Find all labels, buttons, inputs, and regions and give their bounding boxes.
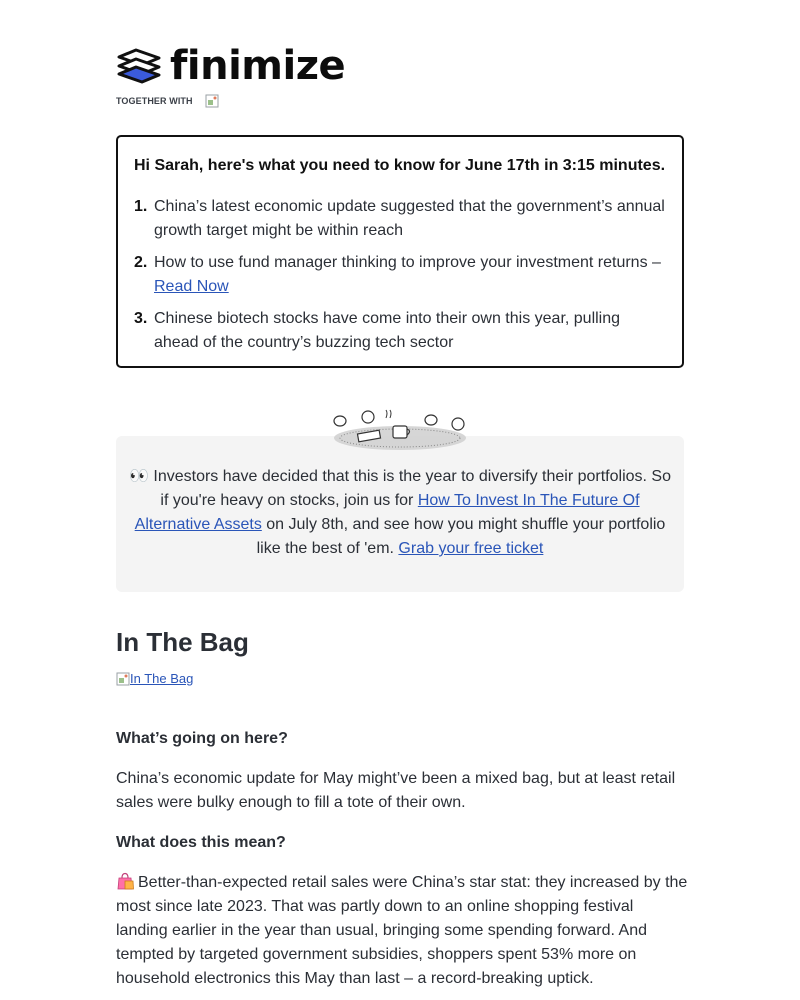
item-number: 3.	[134, 310, 148, 327]
event-link[interactable]: How To Invest In The Future Of Alternative Assets	[134, 492, 640, 533]
summary-item	[134, 307, 666, 355]
broken-image-icon	[116, 672, 130, 686]
section-image-alt-link[interactable]: In The Bag	[130, 671, 194, 686]
summary-list	[134, 195, 666, 363]
brand-header[interactable]	[116, 43, 346, 89]
greeting-heading	[134, 157, 665, 175]
event-promo-box	[116, 436, 684, 592]
chat-coffee-illustration-icon	[330, 408, 470, 454]
section-image[interactable]	[116, 671, 193, 686]
article-paragraph: China’s economic update for May might’ve been a mixed bag, but at least retail sales were bulky enough to fill a tote of their own.	[116, 770, 676, 811]
sponsor-image-icon[interactable]	[205, 94, 219, 108]
item-text	[154, 251, 666, 299]
promo-text-part-2: on July 8th, and see how you might shuffle your portfolio like the best of 'em.	[256, 516, 666, 557]
greeting-mid: in	[539, 157, 563, 174]
item-number: 2.	[134, 254, 148, 271]
read-now-link[interactable]: Read Now	[154, 278, 229, 295]
summary-item	[134, 195, 666, 243]
summary-box	[116, 135, 684, 368]
item-text: Chinese biotech stocks have come into their own this year, pulling ahead of the country’s buzzing tech sector	[154, 310, 621, 351]
shopping-bags-icon	[116, 872, 134, 890]
section-title: In The Bag	[116, 627, 249, 657]
promo-text-part-1: Investors have decided that this is the year to diversify their portfolios. So if you're heavy on stocks, join us for	[148, 468, 671, 509]
together-with-label: TOGETHER WITH	[116, 96, 193, 106]
question-heading: What does this mean?	[116, 834, 286, 851]
greeting-date: June 17th	[464, 157, 540, 174]
brand-wordmark: finimize	[170, 43, 346, 89]
article-paragraph	[116, 871, 688, 991]
summary-item	[134, 251, 666, 299]
greeting-read-time: 3:15 minutes	[562, 157, 661, 174]
item-text-body: How to use fund manager thinking to improve your investment returns –	[154, 254, 661, 271]
promo-text	[124, 465, 676, 561]
question-heading: What’s going on here?	[116, 730, 288, 747]
sponsor-row	[116, 94, 219, 108]
free-ticket-link[interactable]: Grab your free ticket	[398, 540, 544, 557]
item-text: China’s latest economic update suggested that the government’s annual growth target might be within reach	[154, 198, 665, 239]
greeting-suffix: .	[660, 157, 666, 174]
article-paragraph-text: Better-than-expected retail sales were China’s star stat: they increased by the most since late 2023. That was partly down to an online shopping festival landing earlier in the year than usual, bringing some spending forward. And tempted by targeted government subsidies, shoppers spent 53% more on household electronics this May than last – a record-breaking uptick.	[116, 874, 688, 987]
finimize-logo-icon	[116, 48, 162, 84]
greeting-prefix: Hi Sarah, here's what you need to know for	[134, 157, 465, 174]
item-number: 1.	[134, 198, 148, 215]
eyes-emoji-icon: 👀	[129, 468, 149, 485]
